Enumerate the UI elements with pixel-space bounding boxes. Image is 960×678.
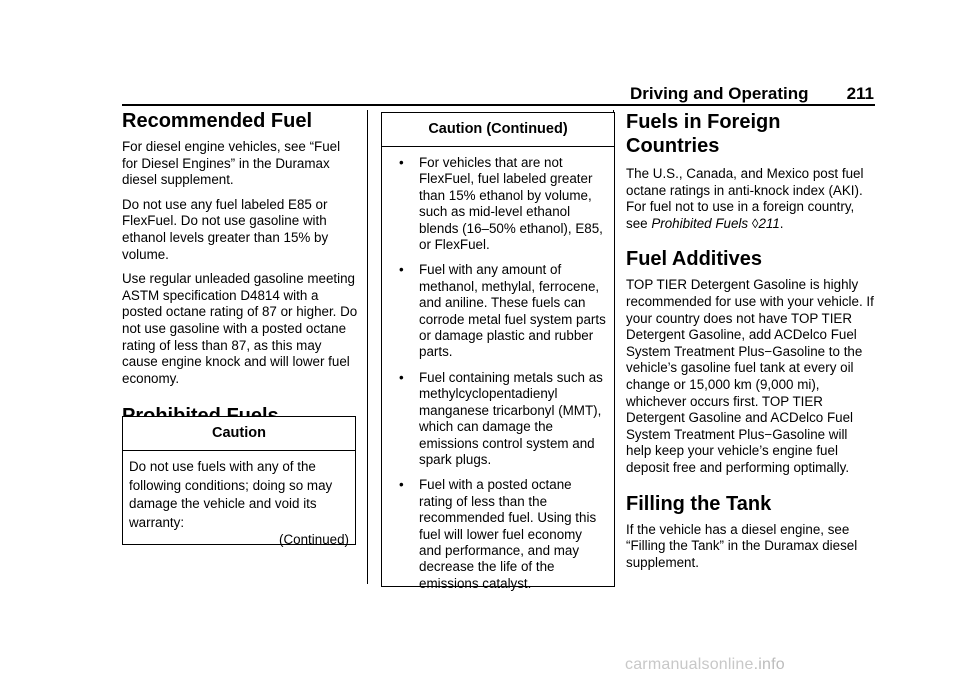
bullet-glyph: • — [399, 369, 404, 385]
page-ref-icon: ◊ — [751, 215, 759, 231]
bullet-glyph: • — [399, 155, 404, 170]
column-1 — [122, 110, 358, 428]
paragraph-fuel-additives: TOP TIER Detergent Gasoline is highly recommended for use with your vehicle. If your country does not have TOP TIER Detergent Gasoline, add ACDelco Fuel System Treatment Plus−Gasoline to the vehicle’s gasoline fuel tank at every oil change or 15,000 km (9,000 mi), whichever occurs first. TOP TIER Detergent Gasoline and ACDelco Fuel System Treatment Plus−Gasoline will help keep your vehicle’s engine fuel deposit free and performing optimally. — [626, 277, 874, 475]
list-item: • Fuel containing metals such as methylcyclopentadienyl manganese tricarbonyl (MMT), which can damage the emissions control system and spark plugs. — [399, 369, 603, 467]
caution-box-prohibited — [122, 416, 356, 548]
page-ref-number[interactable]: 211 — [758, 215, 780, 231]
heading-fuels-foreign: Fuels in Foreign Countries — [626, 111, 781, 157]
caution-continued: (Continued) — [279, 532, 349, 548]
section-title: Driving and Operating — [630, 84, 809, 103]
list-item: • For vehicles that are not FlexFuel, fuel labeled greater than 15% ethanol by volume, such as mid-level ethanol blends (16–50% ethanol), E85, or FlexFuel. — [399, 155, 603, 253]
bullet-glyph: • — [399, 477, 404, 493]
caution-box-continued — [381, 112, 615, 591]
list-item: • Fuel with a posted octane rating of less than the recommended fuel. Using this fuel will lower fuel economy and performance, and may decrease the life of the emissions catalyst. — [399, 477, 597, 591]
heading-filling-tank: Filling the Tank — [626, 492, 772, 515]
header-rule — [122, 104, 875, 106]
heading-recommended-fuel: Recommended Fuel — [122, 110, 313, 132]
column-3 — [626, 110, 876, 571]
paragraph-diesel-note: For diesel engine vehicles, see “Fuel for Diesel Engines” in the Duramax diesel supplement. — [122, 139, 341, 188]
paragraph-octane-spec: Use regular unleaded gasoline meeting ASTM specification D4814 with a posted octane rating of 87 or higher. Do not use gasoline with a posted octane rating of less than 87, as this may cause engine knock and will lower fuel economy. — [122, 271, 358, 386]
column-divider-left — [367, 110, 368, 584]
bullet-glyph: • — [399, 262, 404, 278]
page-number: 211 — [846, 84, 874, 103]
caution-text: Do not use fuels with any of the following conditions; doing so may damage the vehicle and void its warranty: — [129, 459, 333, 530]
paragraph-e85-warning: Do not use any fuel labeled E85 or FlexFuel. Do not use gasoline with ethanol levels greater than 15% by volume. — [122, 196, 329, 262]
paragraph-foreign-octane: The U.S., Canada, and Mexico post fuel octane ratings in anti-knock index (AKI). For fuel not to use in a foreign country, see Prohibited Fuels ◊211. — [626, 166, 864, 231]
prohibited-fuels-link[interactable]: Prohibited Fuels — [651, 215, 749, 231]
heading-fuel-additives: Fuel Additives — [626, 248, 762, 271]
watermark: carmanualsonline.info — [625, 656, 785, 673]
paragraph-filling-tank: If the vehicle has a diesel engine, see “Filling the Tank” in the Duramax diesel supplement. — [626, 521, 858, 570]
list-item: • Fuel with any amount of methanol, methylal, ferrocene, and aniline. These fuels can corrode metal fuel system parts or damage plastic and rubber parts. — [399, 262, 606, 360]
caution-title: Caution — [123, 417, 355, 451]
caution-bullet-list — [382, 155, 614, 592]
page-header — [630, 84, 874, 106]
caution-continued-title: Caution (Continued) — [382, 113, 614, 147]
